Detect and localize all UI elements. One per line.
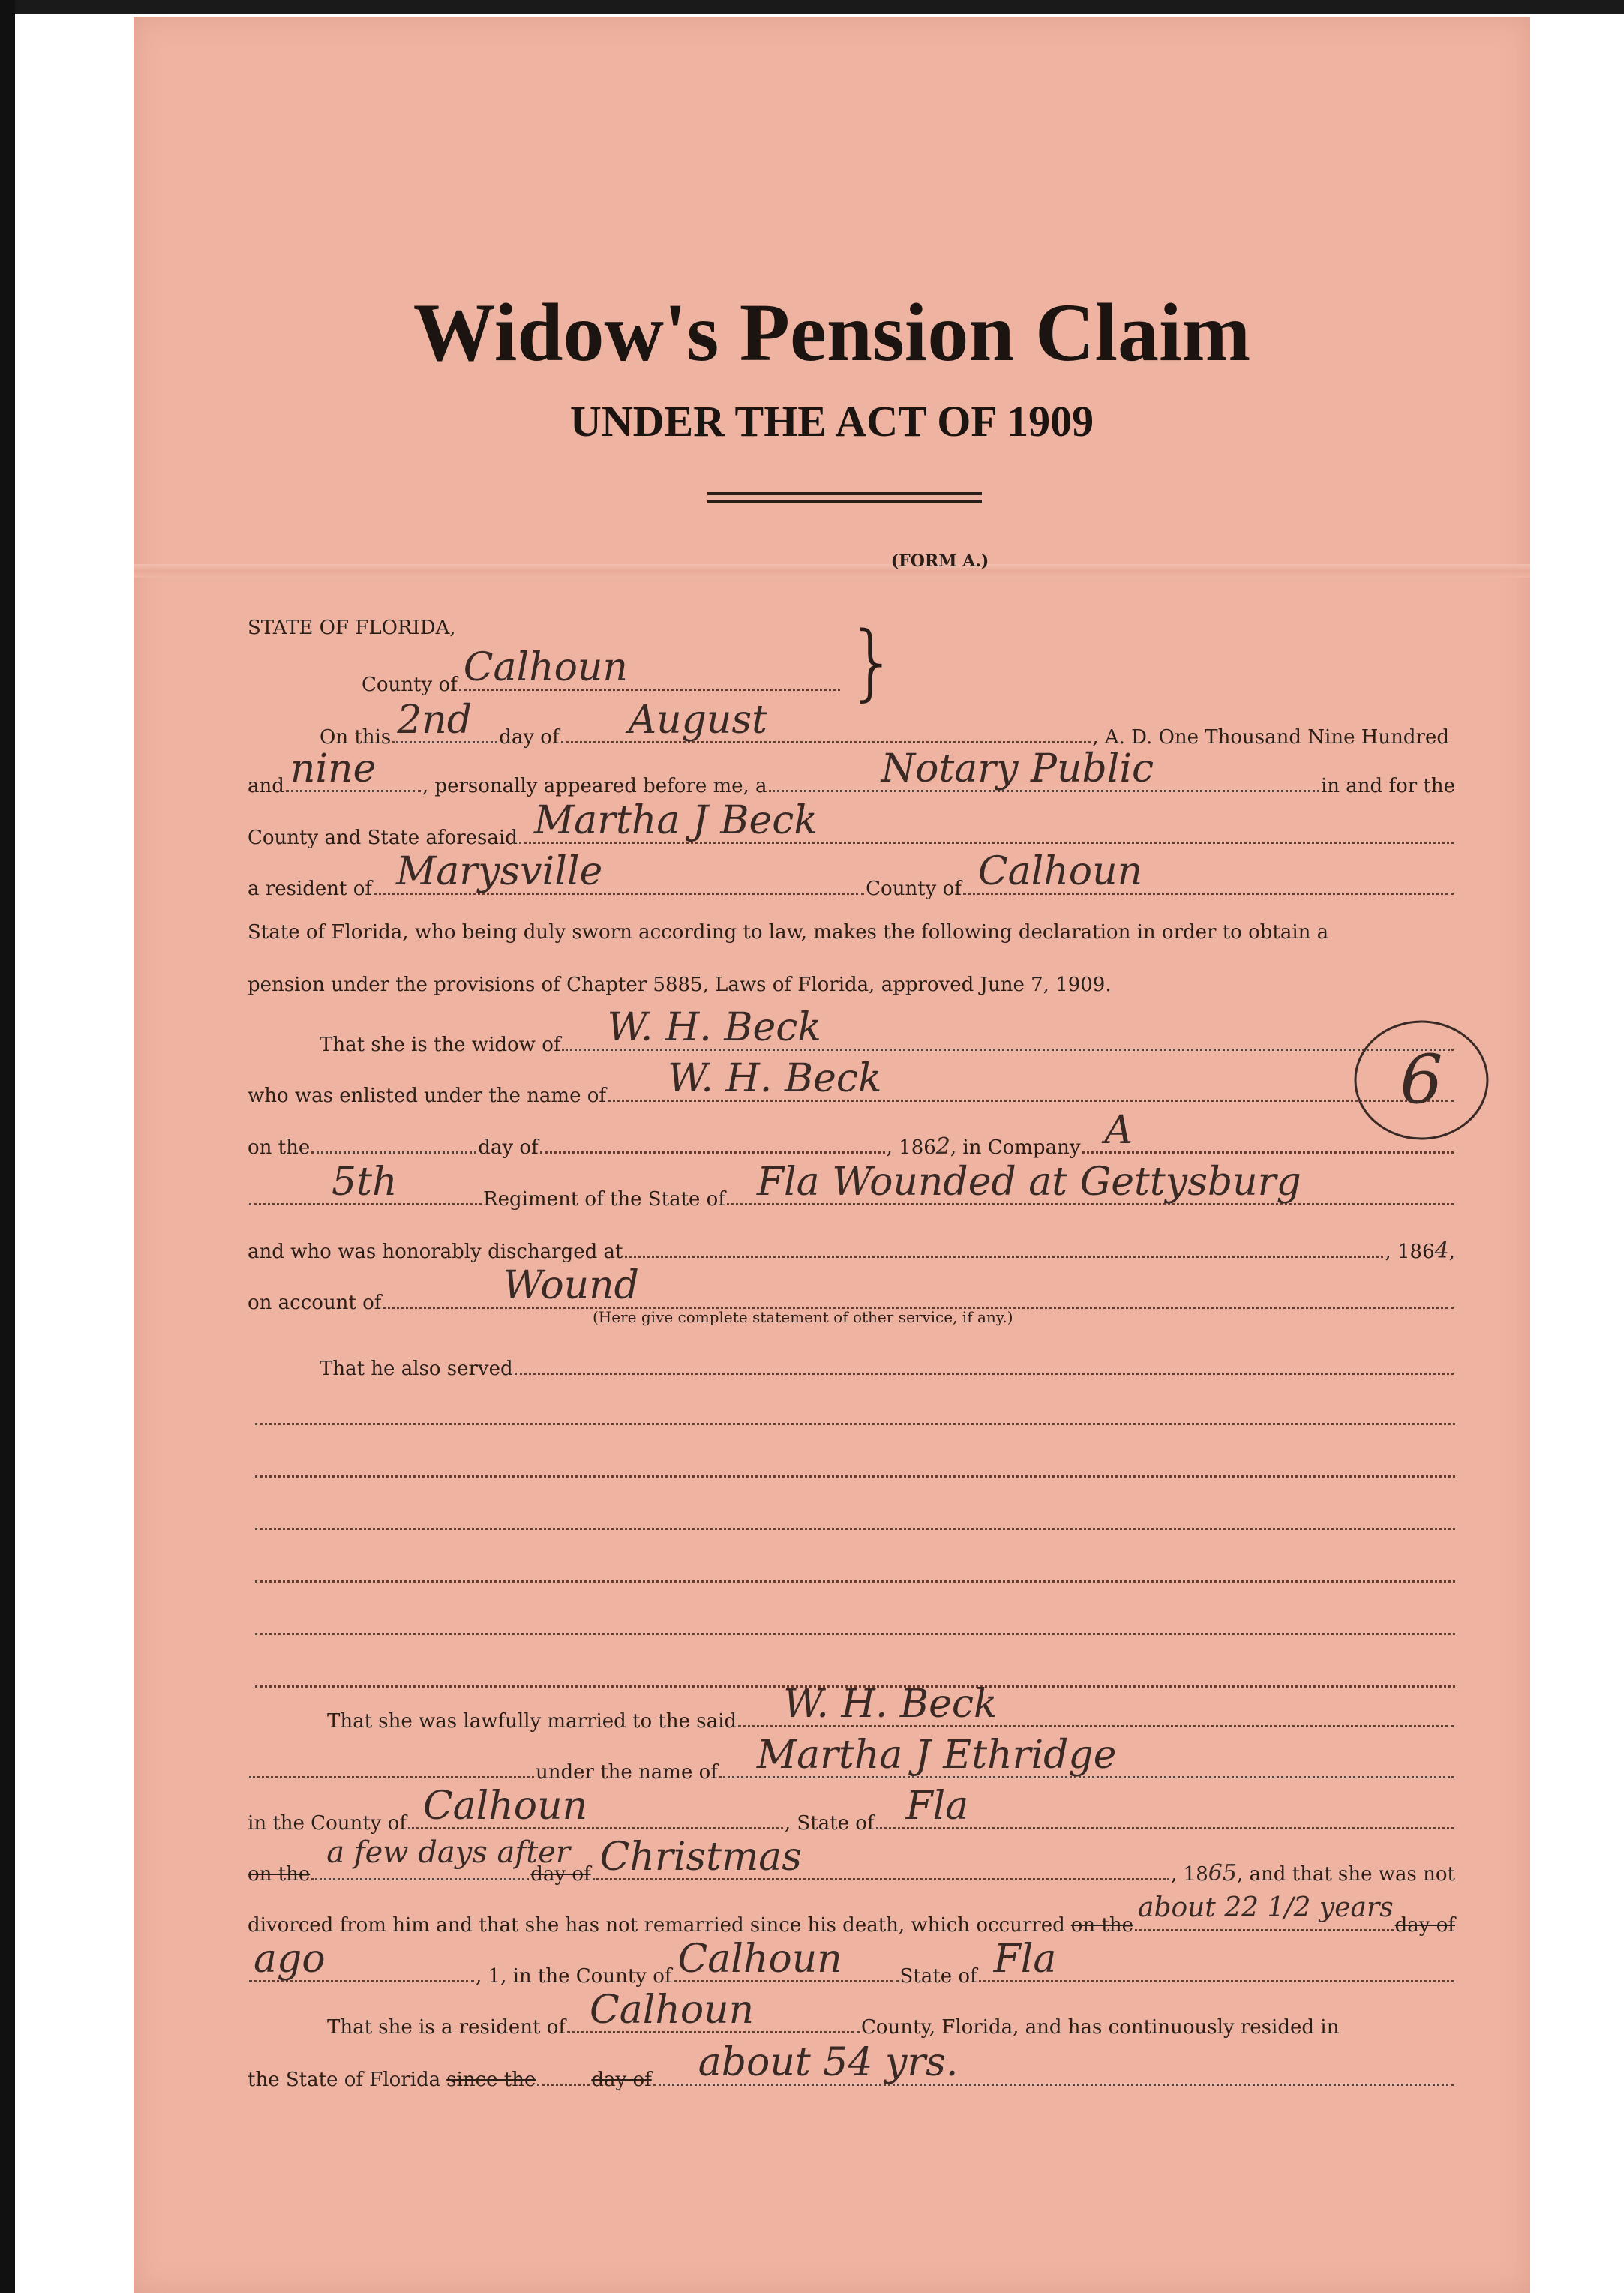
day-of-struck-3: day of [591, 2069, 652, 2091]
day-field[interactable] [392, 698, 497, 743]
enlisted-line [248, 1056, 1455, 1109]
death-place-line [248, 1937, 1455, 1989]
regiment-line [248, 1160, 1455, 1212]
company-value: A [1104, 1108, 1133, 1153]
title-rule-top [707, 492, 982, 495]
husband-value: W. H. Beck [607, 1005, 821, 1050]
appeared-label: , personally appeared before me, a [422, 775, 767, 797]
day-of-struck: day of [530, 1863, 591, 1886]
marriage-county-value: Calhoun [422, 1784, 588, 1829]
service-blank-line[interactable] [255, 1420, 1455, 1425]
reason-value: Wound [503, 1263, 639, 1308]
state-of-label: , State of [784, 1812, 875, 1835]
on-this-label: On this [320, 726, 392, 749]
other-service-note: (Here give complete statement of other service, if any.) [593, 1308, 1013, 1326]
enlist-day-of-label: day of [478, 1136, 539, 1159]
enlist-day-field[interactable] [311, 1129, 476, 1154]
resident-of-label: a resident of [248, 878, 373, 900]
spouse-field[interactable] [738, 1682, 1454, 1727]
county-field[interactable] [459, 645, 840, 691]
resident-line [327, 1988, 1455, 2040]
marriage-year-value: 65 [1208, 1860, 1237, 1886]
marriage-blank-field[interactable] [249, 1754, 534, 1778]
death-value: about 22 1/2 years [1137, 1892, 1394, 1923]
on-account-label: on account of [248, 1292, 382, 1314]
sworn-text-2: pension under the provisions of Chapter 5885, Laws of Florida, approved June 7, 1909. [248, 974, 1112, 996]
death-county-field[interactable] [674, 1937, 899, 1982]
also-served-line [320, 1350, 1455, 1382]
since-blank[interactable] [537, 2061, 590, 2086]
county-of-label: County of [866, 878, 962, 900]
ago-field[interactable] [249, 1937, 474, 1982]
resident-county-field[interactable] [567, 1988, 860, 2033]
day-of-label: day of [499, 726, 560, 749]
scan-border-top [0, 0, 1624, 14]
duration-field[interactable] [653, 2040, 1454, 2086]
maiden-name-value: Martha J Ethridge [756, 1733, 1117, 1778]
in-and-for-label: in and for the [1320, 775, 1455, 797]
discharged-at-label: and who was honorably discharged at [248, 1241, 623, 1263]
spouse-value: W. H. Beck [783, 1682, 998, 1727]
sworn-line-2 [248, 974, 1455, 1005]
form-title: Widow's Pension Claim [413, 287, 1251, 378]
discharge-year-prefix: , 186 [1385, 1241, 1435, 1263]
regiment-state-value: Fla Wounded at Gettysburg [756, 1160, 1301, 1205]
state-label: STATE OF FLORIDA, [248, 617, 456, 639]
resident-of-label-2: That she is a resident of [327, 2016, 566, 2039]
residence-county-value: Calhoun [977, 849, 1143, 894]
marriage-day-field[interactable] [311, 1835, 571, 1880]
regiment-of-label: Regiment of the State of [483, 1188, 725, 1211]
marriage-date-value-1: a few days after [326, 1835, 571, 1870]
year-field[interactable] [286, 746, 421, 792]
circled-annotation [1346, 1005, 1496, 1155]
claimant-field[interactable] [519, 798, 1454, 844]
discharge-year-value: 4 [1434, 1238, 1449, 1264]
enlist-month-field[interactable] [540, 1129, 885, 1154]
husband-field[interactable] [562, 1005, 1454, 1051]
county-brace: } [846, 614, 899, 710]
aforesaid-label: County and State aforesaid [248, 827, 518, 849]
officer-field[interactable] [769, 746, 1319, 792]
death-date-field[interactable] [1135, 1892, 1394, 1931]
regiment-value: 5th [332, 1160, 398, 1205]
ago-value: ago [254, 1937, 326, 1982]
divorced-text: divorced from him and that she has not remarried since his death, which occurred [248, 1914, 1065, 1937]
marriage-county-field[interactable] [408, 1784, 783, 1829]
death-state-field[interactable] [979, 1937, 1454, 1982]
since-struck: since the [446, 2069, 536, 2091]
sworn-line-1 [248, 921, 1455, 953]
year-text: , A. D. One Thousand Nine Hundred [1092, 726, 1449, 749]
married-to-label: That she was lawfully married to the said [327, 1710, 737, 1733]
under-name-label: under the name of [536, 1761, 718, 1784]
month-field[interactable] [561, 698, 1091, 743]
reason-field[interactable] [383, 1263, 1454, 1309]
marriage-year-prefix: , 18 [1171, 1863, 1208, 1886]
form-subtitle: UNDER THE ACT OF 1909 [569, 397, 1094, 446]
enlist-year-value: 2 [935, 1133, 950, 1160]
sworn-text-1: State of Florida, who being duly sworn according to law, makes the following declaration in order to obtain a [248, 921, 1329, 944]
officer-value: Notary Public [881, 746, 1154, 791]
marriage-date-value-2: Christmas [599, 1835, 802, 1880]
death-state-value: Fla [993, 1937, 1057, 1982]
residence-line [248, 849, 1455, 902]
state-since-label: the State of Florida [248, 2069, 441, 2091]
residence-field[interactable] [374, 849, 864, 895]
death-county-value: Calhoun [677, 1937, 842, 1982]
year-value: nine [290, 746, 377, 791]
company-label: , in Company [950, 1136, 1081, 1159]
state-line [248, 617, 548, 648]
enlisted-name-field[interactable] [608, 1056, 1454, 1102]
circled-value: 6 [1400, 1040, 1443, 1119]
enlist-date-line [248, 1108, 1455, 1160]
appeared-line [248, 746, 1455, 799]
service-blank-line[interactable] [255, 1525, 1455, 1530]
claimant-line [248, 798, 1455, 851]
enlist-year-prefix: , 186 [886, 1136, 936, 1159]
not-divorced-label: , and that she was not [1236, 1863, 1455, 1886]
county-florida-label: County, Florida, and has continuously resided in [860, 2016, 1340, 2039]
marriage-state-field[interactable] [876, 1784, 1454, 1829]
widow-of-label: That she is the widow of [320, 1034, 561, 1056]
widow-line [320, 1005, 1455, 1058]
county-value: Calhoun [463, 645, 628, 690]
also-served-field[interactable] [515, 1350, 1454, 1375]
discharge-place-field[interactable] [625, 1233, 1384, 1258]
regiment-field[interactable] [249, 1160, 482, 1205]
regiment-state-field[interactable] [727, 1160, 1454, 1205]
maiden-name-line [248, 1733, 1455, 1785]
marriage-month-field[interactable] [593, 1835, 1170, 1880]
enlisted-name-value: W. H. Beck [668, 1056, 882, 1101]
county-line [362, 645, 842, 698]
resident-county-value: Calhoun [589, 1988, 755, 2033]
form-label: (FORM A.) [890, 551, 989, 571]
duration-value: about 54 yrs. [698, 2040, 959, 2085]
death-year-label: , 1 [476, 1965, 501, 1988]
in-county-label-2: , in the County of [500, 1965, 672, 1988]
date-line [320, 698, 1449, 750]
month-value: August [628, 698, 767, 743]
day-value: 2nd [397, 698, 473, 743]
service-blank-line[interactable] [255, 1472, 1455, 1478]
also-served-label: That he also served [320, 1358, 513, 1380]
married-line [327, 1682, 1455, 1734]
residence-duration-line [248, 2040, 1455, 2093]
scan-border-left [0, 0, 15, 2293]
discharge-line: and who was honorably discharged at , 186 4 , [248, 1233, 1455, 1265]
marriage-state-value: Fla [905, 1784, 969, 1829]
marriage-date-line [248, 1835, 1455, 1887]
on-the-label: on the [248, 1136, 311, 1159]
marriage-county-line [248, 1784, 1455, 1836]
county-label: County of [362, 674, 458, 696]
residence-county-field[interactable] [963, 849, 1454, 895]
service-blank-line[interactable] [255, 1577, 1455, 1583]
day-of-struck-2: day of [1394, 1914, 1455, 1937]
in-county-label: in the County of [248, 1812, 407, 1835]
title-rule-bottom [707, 500, 982, 503]
and-label: and [248, 775, 284, 797]
residence-value: Marysville [396, 849, 603, 894]
state-of-label-2: State of [899, 1965, 977, 1988]
on-the-struck: on the [248, 1863, 311, 1886]
divorce-line [248, 1892, 1455, 1938]
service-blank-line[interactable] [255, 1630, 1455, 1635]
enlisted-label: who was enlisted under the name of [248, 1085, 607, 1107]
on-the-struck-2: on the [1070, 1914, 1133, 1937]
claimant-value: Martha J Beck [533, 798, 818, 843]
maiden-name-field[interactable] [719, 1733, 1454, 1778]
